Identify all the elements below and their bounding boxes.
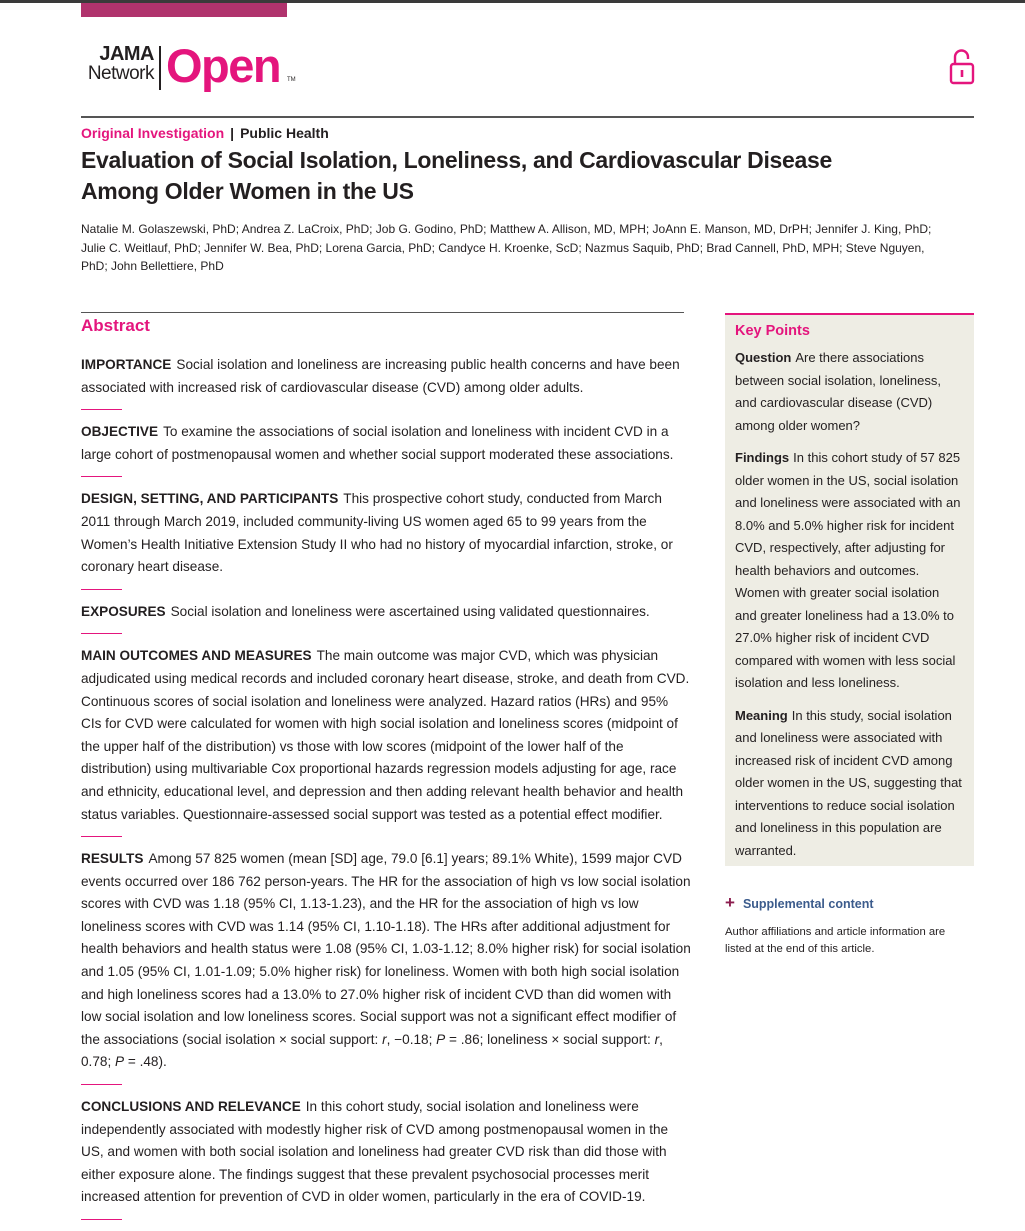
objective-text: To examine the associations of social isolation and loneliness with incident CVD in a large cohort of postmenopausal women and whether social support moderated these associations. (81, 424, 674, 462)
results-text: Among 57 825 women (mean [SD] age, 79.0 [6.1] years; 89.1% White), 1599 major CVD events occurred over 186 762 person-years. The HR for the association of high vs low social isolation scores with CVD was 1.18 (95% CI, 1.13-1.23), and the HR for the association of high vs low loneliness scores with CVD was 1.14 (95% CI, 1.10-1.18). The HRs after additional adjustment for health behaviors and health status were 1.08 (95% CI, 1.03-1.12; 8.0% higher risk) for social isolation and 1.05 (95% CI, 1.01-1.09; 5.0% higher risk) for loneliness. Women with both high social isolation and high loneliness scores had a 13.0% to 27.0% higher risk of incident CVD than did women with low social isolation and low loneliness scores. Social support was not a significant effect modifier of the associations (social isolation × social support: (81, 851, 691, 1047)
header-rule (81, 116, 974, 118)
results-p-symbol: P (115, 1054, 125, 1070)
section-divider (81, 476, 122, 477)
section-divider (81, 836, 122, 837)
question-label: Question (735, 350, 792, 365)
category-separator: | (230, 125, 235, 141)
logo-jama: JAMA (99, 43, 154, 65)
abstract-importance (81, 354, 691, 399)
results-text: , −0.18; (386, 1031, 437, 1047)
results-text: = .86; loneliness × social support: (445, 1031, 655, 1047)
meaning-text: In this study, social isolation and loneliness were associated with increased risk of incident CVD among older women in the US, suggesting that interventions to reduce social isolation and loneliness in this population are warranted. (735, 707, 962, 858)
abstract-design (81, 488, 691, 578)
results-r-symbol: r (382, 1031, 387, 1047)
article-category: Original Investigation (81, 125, 225, 141)
exposures-label: EXPOSURES (81, 603, 166, 619)
results-r-symbol: r (654, 1031, 660, 1047)
logo-divider (159, 46, 161, 90)
abstract-rule (81, 312, 684, 313)
results-label: RESULTS (81, 851, 144, 867)
key-points-box (725, 313, 974, 866)
abstract-results (81, 848, 691, 1074)
key-points-question (735, 347, 964, 437)
design-text: This prospective cohort study, conducted from March 2011 through March 2019, included community-living US women aged 65 to 99 years from the Women’s Health Initiative Extension Study II who had no history of myocardial infarction, stroke, or coronary heart disease. (81, 491, 673, 575)
author-list: Natalie M. Golaszewski, PhD; Andrea Z. LaCroix, PhD; Job G. Godino, PhD; Matthew A. Allison, MD, MPH; JoAnn E. Manson, MD, DrPH; Jennifer J. King, PhD; Julie C. Weitlauf, PhD; Jennifer W. Bea, PhD; Lorena Garcia, PhD; Candyce H. Kroenke, ScD; Nazmus Saquib, PhD; Brad Cannell, PhD, MPH; Steve Nguyen, PhD; John Bellettiere, PhD (81, 222, 932, 273)
open-access-lock-icon (949, 47, 975, 85)
logo-open: Open (166, 39, 281, 92)
outcomes-text: The main outcome was major CVD, which was physician adjudicated using medical records and included coronary heart disease, stroke, and death from CVD. Continuous scores of social isolation and loneliness were analyzed. Hazard ratios (HRs) and 95% CIs for CVD were calculated for women with high social isolation and loneliness scores (midpoint of the upper half of the distribution) vs those with low scores (midpoint of the lower half of the distribution) using multivariable Cox proportional hazards regression models adjusting for age, race and ethnicity, educational level, and depression and then adding relevant health behavior and health status variables. Questionnaire-assessed social support was tested as a potential effect modifier. (81, 648, 690, 822)
author-affiliations-note: Author affiliations and article information are listed at the end of this article. (725, 926, 946, 955)
abstract-heading: Abstract (81, 316, 150, 335)
findings-label: Findings (735, 450, 790, 465)
supplemental-content-label: Supplemental content (742, 897, 874, 911)
meaning-label: Meaning (735, 707, 788, 723)
abstract-exposures (81, 601, 691, 624)
question-text: Are there associations between social isolation, loneliness, and cardiovascular disease (CVD) among older women? (735, 350, 941, 433)
abstract-outcomes (81, 645, 691, 826)
objective-label: OBJECTIVE (81, 424, 159, 440)
section-divider (81, 1084, 122, 1085)
logo-network: Network (87, 63, 154, 84)
section-divider (81, 1219, 122, 1220)
article-category-line (81, 125, 329, 141)
logo-trademark: TM (287, 77, 296, 83)
results-p-symbol: P (436, 1031, 446, 1047)
plus-icon: + (725, 893, 735, 912)
section-divider (81, 409, 122, 410)
design-label: DESIGN, SETTING, AND PARTICIPANTS (81, 491, 339, 507)
article-subcategory: Public Health (240, 125, 329, 141)
importance-label: IMPORTANCE (81, 357, 172, 372)
top-accent-bar (81, 3, 287, 17)
supplemental-content-link[interactable] (725, 893, 874, 913)
abstract-conclusions (81, 1096, 691, 1209)
outcomes-label: MAIN OUTCOMES AND MEASURES (81, 648, 312, 664)
results-text: = .48). (124, 1054, 167, 1070)
key-points-heading: Key Points (735, 323, 810, 339)
conclusions-label: CONCLUSIONS AND RELEVANCE (81, 1099, 301, 1115)
key-points-findings (735, 447, 964, 695)
findings-text: In this cohort study of 57 825 older women in the US, social isolation and loneliness were associated with an 8.0% and 5.0% higher risk for incident CVD, respectively, after adjusting for health behaviors and outcomes. Women with greater social isolation and greater loneliness had a 13.0% to 27.0% higher risk of incident CVD compared with women with less social isolation and less loneliness. (735, 450, 961, 690)
section-divider (81, 589, 122, 590)
section-divider (81, 633, 122, 634)
key-points-meaning (735, 705, 964, 863)
abstract-body (81, 354, 691, 1231)
importance-text: Social isolation and loneliness are increasing public health concerns and have been associated with increased risk of cardiovascular disease (CVD) among older adults. (81, 357, 680, 395)
conclusions-text: In this cohort study, social isolation and loneliness were independently associated with modestly higher risk of CVD among postmenopausal women in the US, and women with both social isolation and loneliness had greater CVD risk than did those with either exposure alone. The findings suggest that these prevalent psychosocial processes merit increased attention for prevention of CVD in older women, particularly in the era of COVID-19. (81, 1099, 669, 1205)
abstract-objective (81, 421, 691, 466)
results-text: , 0.78; (81, 1031, 663, 1070)
article-title: Evaluation of Social Isolation, Loneliness, and Cardiovascular Disease Among Older Women in the US (81, 147, 833, 204)
exposures-text: Social isolation and loneliness were ascertained using validated questionnaires. (170, 603, 650, 619)
